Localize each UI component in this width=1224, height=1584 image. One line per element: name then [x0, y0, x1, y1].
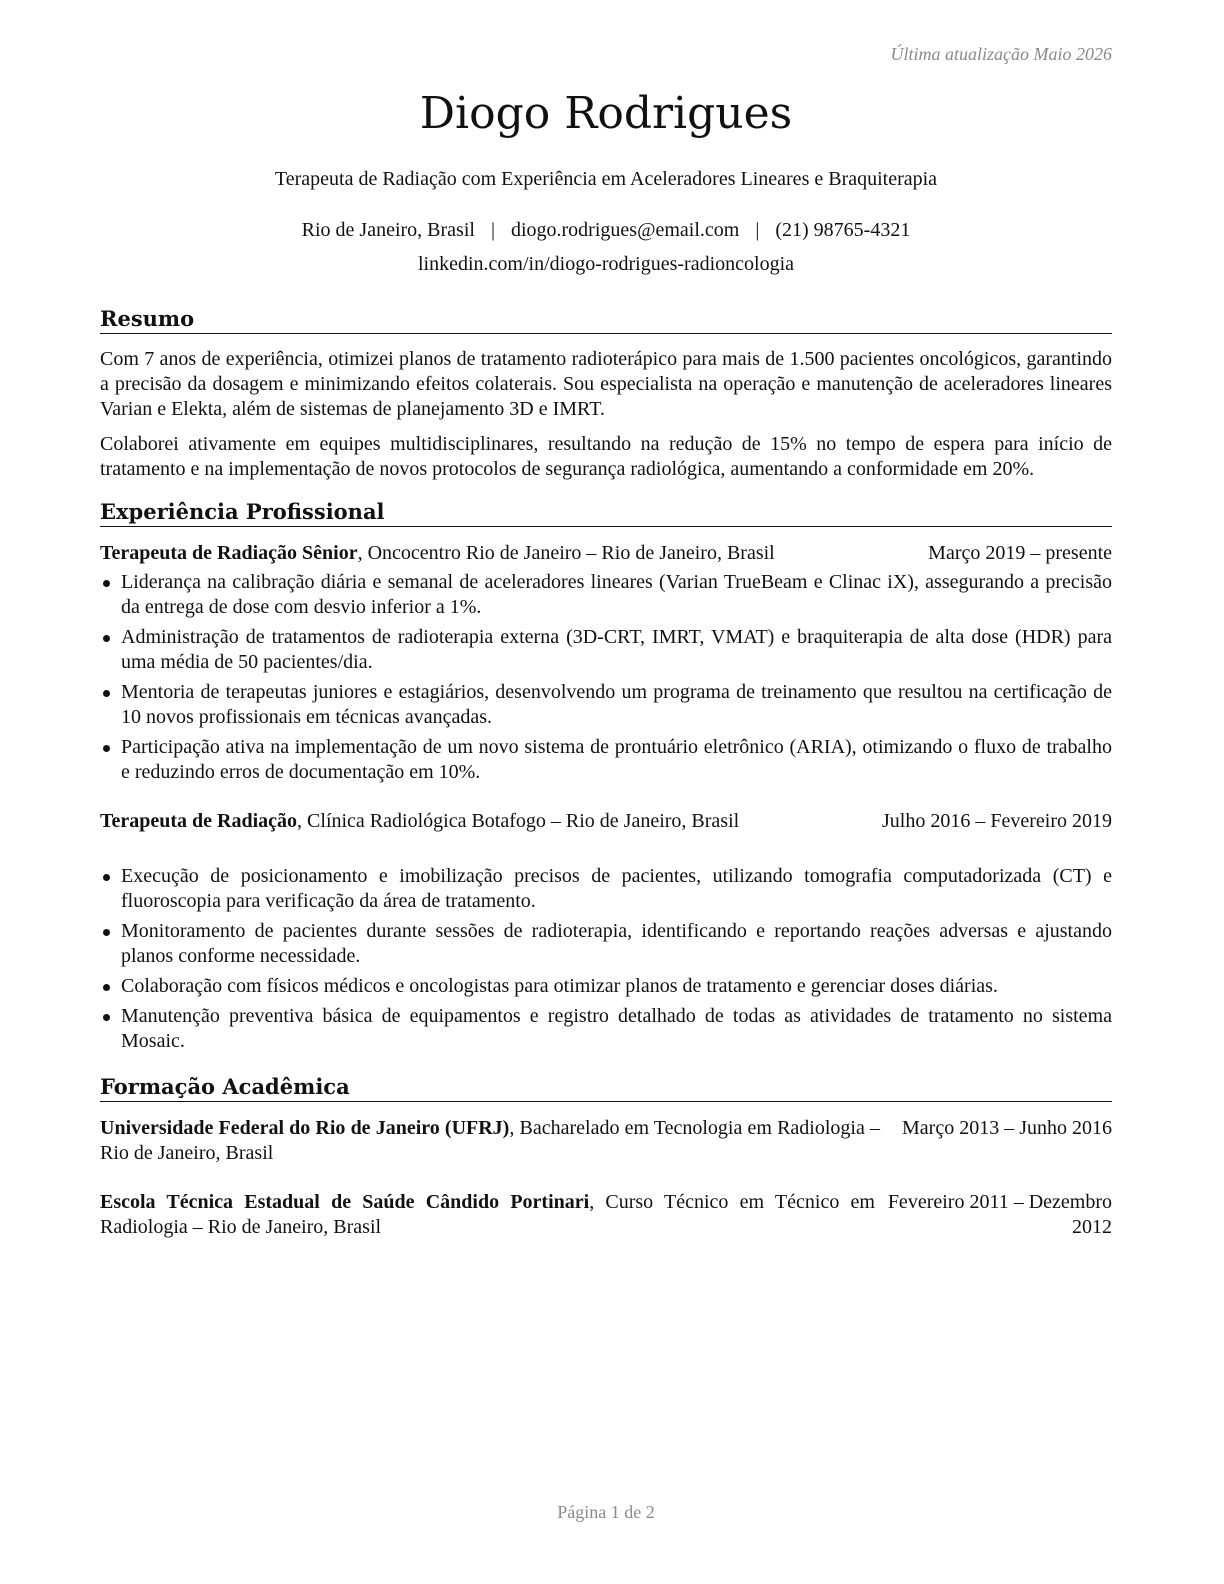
contact-line — [100, 219, 1112, 242]
section-title-summary: Resumo — [100, 306, 1112, 334]
job-employer: , Clínica Radiológica Botafogo – Rio de Janeiro, Brasil — [297, 810, 740, 832]
list-item: Mentoria de terapeutas juniores e estagiários, desenvolvendo um programa de treinamento que resultou na certificação de 10 novos profissionais em técnicas avançadas. — [100, 680, 1112, 730]
last-updated: Última atualização Maio 2026 — [890, 44, 1112, 64]
phone: (21) 98765-4321 — [775, 219, 911, 241]
job-employer: , Oncocentro Rio de Janeiro – Rio de Janeiro, Brasil — [357, 542, 775, 564]
job-dates: Julho 2016 – Fevereiro 2019 — [882, 810, 1112, 832]
list-item: Manutenção preventiva básica de equipamentos e registro detalhado de todas as atividades de tratamento no sistema Mosaic. — [100, 1004, 1112, 1054]
candidate-name: Diogo Rodrigues — [419, 88, 793, 139]
bullet-icon — [103, 984, 110, 991]
bullet-icon — [103, 929, 110, 936]
education-item — [100, 1190, 1112, 1240]
school-name: Universidade Federal do Rio de Janeiro (UFRJ) — [100, 1117, 510, 1139]
job-bullets — [100, 864, 1112, 1059]
job-header — [100, 809, 1112, 859]
program-name: , Curso Técnico em Técnico em Radiologia – Rio de Janeiro, Brasil — [100, 1191, 875, 1238]
page-number: Página 1 de 2 — [557, 1502, 655, 1522]
bullet-icon — [103, 874, 110, 881]
separator: | — [755, 219, 760, 241]
education-dates: Fevereiro 2011 – Dezembro 2012 — [887, 1191, 1112, 1238]
job-role: Terapeuta de Radiação — [100, 810, 298, 832]
summary-paragraph: Colaborei ativamente em equipes multidisciplinares, resultando na redução de 15% no tempo de espera para início de tratamento e na implementação de novos protocolos de segurança radiológica, aumentando a conformidade em 20%. — [100, 433, 1112, 480]
linkedin-link[interactable]: linkedin.com/in/diogo-rodrigues-radioncologia — [417, 253, 795, 275]
resume-page — [100, 0, 1112, 1584]
education-item — [100, 1116, 1112, 1166]
education-dates: Março 2013 – Junho 2016 — [902, 1117, 1112, 1139]
job-dates: Março 2019 – presente — [928, 542, 1112, 564]
list-item: Monitoramento de pacientes durante sessões de radioterapia, identificando e reportando reações adversas e ajustando planos conforme necessidade. — [100, 919, 1112, 969]
summary-paragraph: Com 7 anos de experiência, otimizei planos de tratamento radioterápico para mais de 1.500 pacientes oncológicos, garantindo a precisão da dosagem e minimizando efeitos colaterais. Sou especialista na operação e manutenção de aceleradores lineares Varian e Elekta, além de sistemas de planejamento 3D e IMRT. — [100, 348, 1112, 420]
bullet-icon — [103, 1014, 110, 1021]
program-name: , Bacharelado em Tecnologia em Radiologia – Rio de Janeiro, Brasil — [100, 1117, 880, 1164]
bullet-icon — [103, 745, 110, 752]
list-item: Participação ativa na implementação de um novo sistema de prontuário eletrônico (ARIA), otimizando o fluxo de trabalho e reduzindo erros de documentação em 10%. — [100, 735, 1112, 785]
list-item: Execução de posicionamento e imobilização precisos de pacientes, utilizando tomografia computadorizada (CT) e fluoroscopia para verificação da área de tratamento. — [100, 864, 1112, 914]
separator: | — [490, 219, 495, 241]
section-title-education: Formação Acadêmica — [100, 1074, 1112, 1102]
job-bullets — [100, 570, 1112, 790]
bullet-icon — [103, 580, 110, 587]
list-item: Colaboração com físicos médicos e oncologistas para otimizar planos de tratamento e gerenciar doses diárias. — [100, 974, 1112, 999]
bullet-icon — [103, 635, 110, 642]
section-title-experience: Experiência Profissional — [100, 499, 1112, 527]
list-item: Administração de tratamentos de radioterapia externa (3D-CRT, IMRT, VMAT) e braquiterapia de alta dose (HDR) para uma média de 50 pacientes/dia. — [100, 625, 1112, 675]
job-header — [100, 541, 1112, 566]
email-link[interactable]: diogo.rodrigues@email.com — [510, 219, 740, 241]
job-role: Terapeuta de Radiação Sênior — [100, 542, 358, 564]
bullet-icon — [103, 690, 110, 697]
headline: Terapeuta de Radiação com Experiência em Aceleradores Lineares e Braquiterapia — [274, 168, 938, 190]
location: Rio de Janeiro, Brasil — [301, 219, 475, 241]
school-name: Escola Técnica Estadual de Saúde Cândido Portinari — [100, 1191, 590, 1213]
list-item: Liderança na calibração diária e semanal de aceleradores lineares (Varian TrueBeam e Clinac iX), assegurando a precisão da entrega de dose com desvio inferior a 1%. — [100, 570, 1112, 620]
